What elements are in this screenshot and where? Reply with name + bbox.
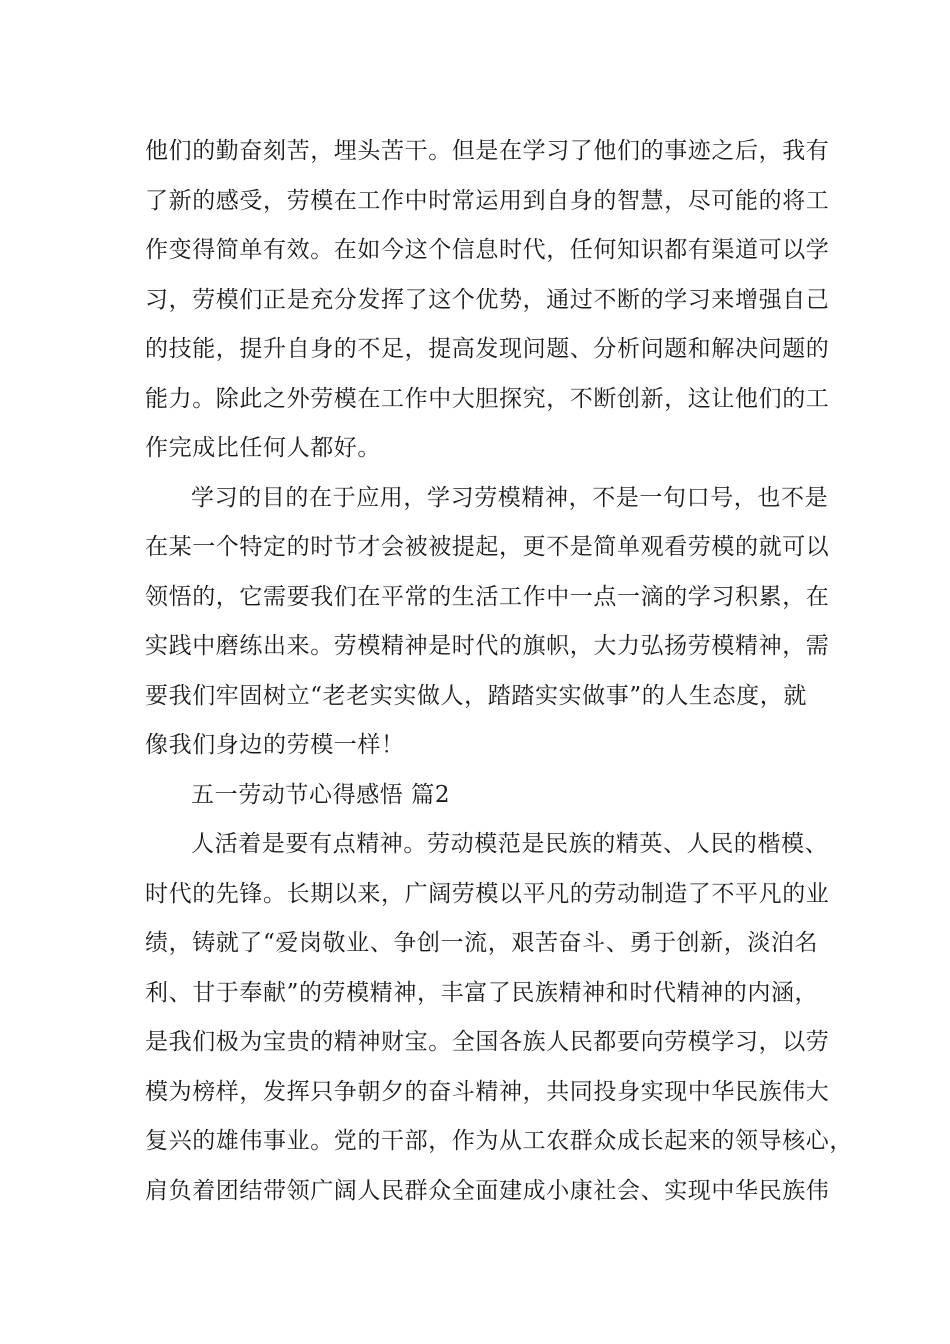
text-line: 的技能，提升自身的不足，提高发现问题、分析问题和解决问题的 (145, 336, 830, 362)
text-line: 时代的先锋。长期以来，广阔劳模以平凡的劳动制造了不平凡的业 (145, 880, 830, 907)
paragraph-spirit (145, 820, 853, 1216)
text-line: 要我们牢固树立“老老实实做人，踏踏实实做事”的人生态度，就 (145, 682, 807, 709)
text-line: 作完成比任何人都好。 (145, 435, 381, 461)
text-line: 学习的目的在于应用，学习劳模精神，不是一句口号，也不是 (191, 484, 829, 511)
text-line: 人活着是要有点精神。劳动模范是民族的精英、人民的楷模、 (191, 831, 829, 857)
text-line: 像我们身边的劳模一样！ (145, 732, 405, 758)
text-line: 是我们极为宝贵的精神财宝。全国各族人民都要向劳模学习，以劳 (145, 1029, 830, 1055)
document-body (145, 127, 853, 1216)
section-heading (145, 771, 825, 821)
text-line: 绩，铸就了“爱岗敬业、争创一流，艰苦奋斗、勇于创新，淡泊名 (145, 930, 819, 956)
text-line: 了新的感受，劳模在工作中时常运用到自身的智慧，尽可能的将工 (145, 187, 830, 214)
text-line: 在某一个特定的时节才会被被提起，更不是简单观看劳模的就可以 (145, 534, 830, 560)
text-line: 能力。除此之外劳模在工作中大胆探究，不断创新，这让他们的工 (145, 385, 830, 412)
text-line: 作变得简单有效。在如今这个信息时代，任何知识都有渠道可以学 (145, 237, 830, 263)
text-line: 利、甘于奉献”的劳模精神，丰富了民族精神和时代精神的内涵， (145, 979, 819, 1006)
paragraph-study-purpose (145, 474, 830, 771)
text-line: 实践中磨练出来。劳模精神是时代的旗帜，大力弘扬劳模精神，需 (145, 633, 830, 659)
text-line: 习，劳模们正是充分发挥了这个优势，通过不断的学习来增强自己 (145, 286, 830, 313)
text-line: 肩负着团结带领广阔人民群众全面建成小康社会、实现中华民族伟 (145, 1177, 830, 1204)
text-line: 他们的勤奋刻苦，埋头苦干。但是在学习了他们的事迹之后，我有 (145, 138, 830, 164)
paragraph-continuation (145, 127, 830, 474)
text-line: 五一劳动节心得感悟 篇2 (191, 781, 451, 808)
text-line: 复兴的雄伟事业。党的干部，作为从工农群众成长起来的领导核心， (145, 1128, 853, 1154)
text-line: 领悟的，它需要我们在平常的生活工作中一点一滴的学习积累，在 (145, 583, 830, 610)
text-line: 模为榜样，发挥只争朝夕的奋斗精神，共同投身实现中华民族伟大 (145, 1078, 830, 1105)
